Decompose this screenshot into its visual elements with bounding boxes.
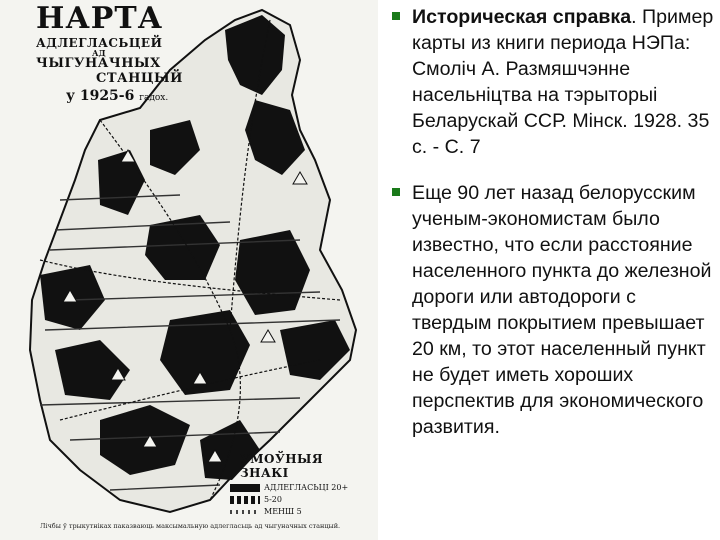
- map-year-suffix: гадох.: [139, 93, 169, 103]
- text-panel: [392, 4, 714, 440]
- legend-swatch-striped: [230, 496, 260, 504]
- bullet-historical-note: [392, 4, 714, 160]
- bullet-heading: Историческая справка: [412, 6, 632, 28]
- legend-swatch-dark: [230, 484, 260, 492]
- square-bullet-icon: [392, 12, 400, 20]
- legend-label: МЕНШ 5: [264, 507, 302, 516]
- legend-row: [230, 483, 370, 492]
- map-title-line2: АДЛЕГЛАСЬЦЕЙ: [36, 36, 163, 50]
- legend-row: [230, 495, 370, 504]
- legend-row: [230, 507, 370, 516]
- legend-label: 5-20: [264, 495, 282, 504]
- map-title-year: [66, 89, 183, 103]
- legend-swatch-light: [230, 510, 260, 514]
- map-title-main: НАРТА: [36, 1, 164, 36]
- legend-title: УМОЎНЫЯ ЗНАКІ: [240, 452, 324, 480]
- map-legend: [230, 452, 370, 516]
- map-year-text: у 1925-6: [66, 88, 135, 104]
- bullet-body: Пример карты из книги периода НЭПа: Смоліч А. Размяшчэнне насельніцтва на тэрыторыі Беларускай ССР. Мінск. 1928. 35 с. - С. 7: [412, 6, 714, 158]
- map-title-line4: ЧЫГУНАЧНЫХ: [36, 56, 161, 71]
- bullet-body: Еще 90 лет назад белорусским ученым-экономистам было известно, что если расстояние населенного пункта до железной дороги или автодороги с твердым покрытием превышает 20 км, то этот населенный пункт не будет иметь хороших перспектив для экономического развития.: [412, 182, 712, 438]
- bullet-economic-note: [392, 180, 714, 440]
- map-title: [36, 1, 183, 104]
- bullet-heading-period: .: [631, 6, 637, 28]
- map-title-line3: АД: [92, 48, 106, 58]
- map-caption: Лічбы ў трыкутніках паказваюць максымальную адлегласьць ад чыгуначных станцый.: [40, 522, 341, 530]
- map-title-line5: СТАНЦЫЙ: [96, 71, 183, 86]
- square-bullet-icon: [392, 188, 400, 196]
- legend-label: АДЛЕГЛАСЬЦІ 20+: [264, 483, 349, 492]
